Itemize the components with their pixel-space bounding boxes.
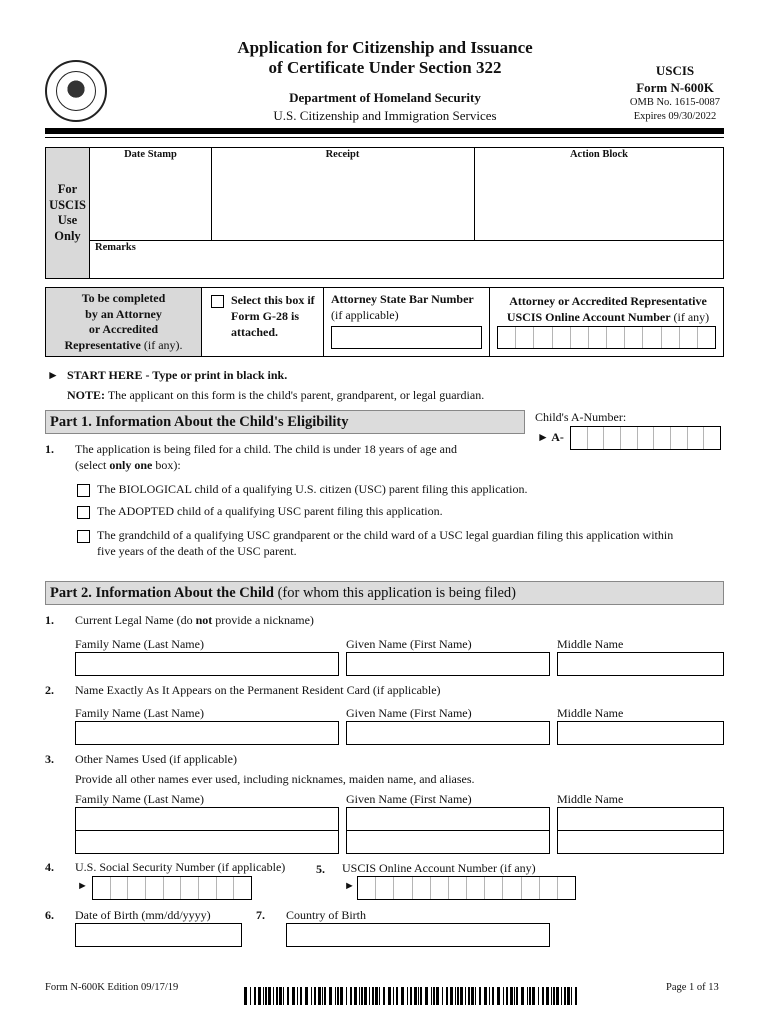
part2-header-title: Part 2. Information About the Child (50, 585, 274, 601)
footer-page-number: Page 1 of 13 (666, 982, 719, 993)
part2-q3-text: Other Names Used (if applicable) (75, 752, 237, 766)
prc-middle-name-input[interactable] (557, 721, 724, 745)
part2-header-sub: (for whom this application is being filed) (273, 585, 516, 601)
part2-header (45, 581, 724, 605)
atty-label-suffix: (if any). (140, 337, 183, 352)
atty-account-number-input[interactable] (497, 326, 716, 349)
receipt-label: Receipt (325, 149, 360, 160)
other-family-name-input-1[interactable] (75, 807, 339, 831)
note-body: The applicant on this form is the child's parent, grandparent, or legal guardian. (107, 388, 485, 402)
barcode (244, 987, 577, 1005)
date-stamp-label: Date Stamp (124, 149, 177, 160)
bar-number-sub: (if applicable) (331, 308, 399, 322)
part2-q4-text: U.S. Social Security Number (if applicable) (75, 860, 286, 874)
prc-family-name-input[interactable] (75, 721, 339, 745)
remarks-label: Remarks (95, 242, 136, 253)
action-block-label: Action Block (569, 149, 629, 160)
part2-q7-number: 7. (256, 908, 265, 922)
uscis-account-number-input[interactable] (357, 876, 576, 900)
other-middle-name-input-1[interactable] (557, 807, 724, 831)
other-given-name-input-2[interactable] (346, 830, 550, 854)
atty-account-label-sub: (if any) (670, 310, 710, 324)
country-of-birth-input[interactable] (286, 923, 550, 947)
other-family-name-input-2[interactable] (75, 830, 339, 854)
part2-q4-number: 4. (45, 860, 54, 874)
form-title (200, 38, 570, 78)
a-number-prefix: ► A- (537, 430, 564, 444)
prc-given-name-input[interactable] (346, 721, 550, 745)
omb-info (615, 96, 735, 124)
grandchild-checkbox[interactable] (77, 530, 90, 543)
given-name-label: Given Name (First Name) (346, 706, 472, 720)
ssn-arrow-icon: ► (77, 880, 88, 892)
title-line-2: of Certificate Under Section 322 (268, 58, 502, 77)
ssn-input[interactable] (92, 876, 252, 900)
date-of-birth-input[interactable] (75, 923, 242, 947)
other-middle-name-input-2[interactable] (557, 830, 724, 854)
atty-account-label-2 (494, 310, 722, 325)
q1-text-emphasis: only one (109, 458, 153, 472)
part1-q1-text: The application is being filed for a child. The child is under 18 years of age and (75, 442, 457, 456)
part2-q6-text: Date of Birth (mm/dd/yyyy) (75, 908, 211, 922)
g28-label-line: attached. (231, 325, 278, 339)
form-number: Form N-600K (636, 80, 714, 95)
family-name-label: Family Name (Last Name) (75, 637, 204, 651)
header-rule-thin (45, 137, 724, 138)
side-label-line: For (57, 182, 78, 196)
side-label-line: USCIS (49, 197, 86, 212)
account-arrow-icon: ► (344, 880, 355, 892)
legal-family-name-input[interactable] (75, 652, 339, 676)
middle-name-label: Middle Name (557, 792, 624, 806)
uscis-use-only-box (45, 147, 724, 279)
divider (90, 240, 724, 241)
start-arrow-icon: ► (47, 368, 59, 382)
part2-q7-text: Country of Birth (286, 908, 366, 922)
form-identifier (620, 62, 730, 96)
title-line-1: Application for Citizenship and Issuance (237, 38, 533, 57)
dhs-seal (45, 60, 107, 122)
form-org: USCIS (655, 63, 695, 78)
legal-middle-name-input[interactable] (557, 652, 724, 676)
side-label-line: Use (57, 213, 78, 227)
footer-form-edition: Form N-600K Edition 09/17/19 (45, 982, 179, 993)
g28-label-line: Form G-28 is (231, 309, 299, 323)
divider (474, 147, 475, 240)
expiration-date: Expires 09/30/2022 (633, 111, 717, 122)
biological-child-checkbox[interactable] (77, 484, 90, 497)
part2-q2-text: Name Exactly As It Appears on the Permanent Resident Card (if applicable) (75, 683, 441, 697)
family-name-label: Family Name (Last Name) (75, 792, 204, 806)
bar-number-label: Attorney State Bar Number (331, 292, 474, 306)
other-given-name-input-1[interactable] (346, 807, 550, 831)
bar-number-input[interactable] (331, 326, 482, 349)
uscis-use-only-label (45, 147, 90, 279)
start-here-text: START HERE - Type or print in black ink. (67, 368, 288, 382)
part2-q2-number: 2. (45, 683, 54, 697)
grandchild-label-2: five years of the death of the USC parent. (97, 544, 297, 558)
part2-q5-text: USCIS Online Account Number (if any) (342, 861, 536, 875)
q-text-emphasis: not (195, 613, 213, 627)
department-name: Department of Homeland Security (289, 90, 481, 105)
g28-label-line: Select this box if (231, 293, 315, 307)
part2-q6-number: 6. (45, 908, 54, 922)
grandchild-label: The grandchild of a qualifying USC grandparent or the child ward of a USC legal guardian filing this application within (97, 528, 674, 542)
atty-label-line: To be completed (81, 291, 166, 305)
divider (489, 287, 490, 357)
side-label-line: Only (54, 228, 81, 243)
given-name-label: Given Name (First Name) (346, 637, 472, 651)
adopted-child-label: The ADOPTED child of a qualifying USC parent filing this application. (97, 504, 443, 518)
atty-account-label-text: USCIS Online Account Number (506, 310, 671, 324)
part2-q1-text (75, 613, 314, 628)
divider (323, 287, 324, 357)
part2-q3-sub: Provide all other names ever used, including nicknames, maiden name, and aliases. (75, 772, 475, 786)
q-text-part: Current Legal Name (do (75, 613, 196, 627)
part1-q1-number: 1. (45, 442, 54, 456)
q-text-part: provide a nickname) (212, 613, 314, 627)
q1-text-part: box): (152, 458, 181, 472)
atty-label-line: Representative (64, 337, 141, 352)
a-number-label: Child's A-Number: (535, 410, 627, 424)
legal-given-name-input[interactable] (346, 652, 550, 676)
part2-q5-number: 5. (316, 862, 325, 876)
note-text (67, 388, 484, 403)
omb-number: OMB No. 1615-0087 (629, 97, 721, 108)
part2-q1-number: 1. (45, 613, 54, 627)
attorney-block-label (45, 287, 202, 357)
agency-name: U.S. Citizenship and Immigration Services (273, 108, 497, 123)
part1-header: Part 1. Information About the Child's Eligibility (45, 410, 525, 434)
family-name-label: Family Name (Last Name) (75, 706, 204, 720)
adopted-child-checkbox[interactable] (77, 506, 90, 519)
middle-name-label: Middle Name (557, 637, 624, 651)
middle-name-label: Middle Name (557, 706, 624, 720)
atty-label-line: by an Attorney (85, 306, 162, 321)
given-name-label: Given Name (First Name) (346, 792, 472, 806)
q1-text-part: (select (75, 458, 110, 472)
a-number-input[interactable] (570, 426, 721, 450)
part2-q3-number: 3. (45, 752, 54, 766)
note-label: NOTE: (67, 388, 106, 402)
g28-attached-checkbox[interactable] (211, 295, 224, 308)
biological-child-label: The BIOLOGICAL child of a qualifying U.S. citizen (USC) parent filing this application. (97, 482, 528, 496)
atty-label-line: or Accredited (88, 322, 159, 336)
part1-q1-text-2 (75, 458, 181, 473)
atty-account-label: Attorney or Accredited Representative (509, 294, 707, 308)
g28-label (231, 292, 315, 340)
divider (211, 147, 212, 240)
header-rule (45, 128, 724, 134)
